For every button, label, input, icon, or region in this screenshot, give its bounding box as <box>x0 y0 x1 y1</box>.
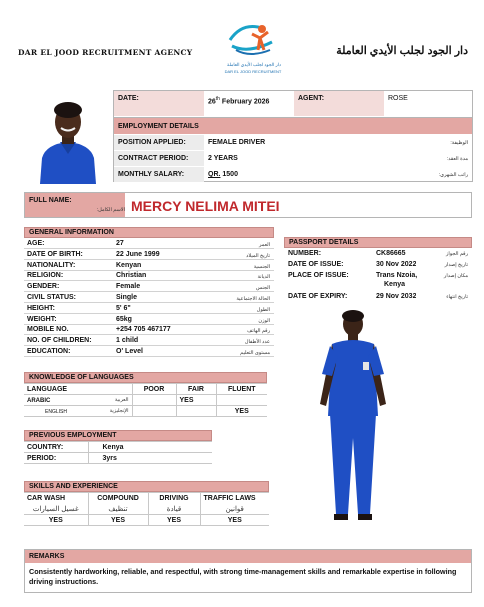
previous-row <box>24 453 212 464</box>
general-label-ar: تاريخ الميلاد <box>246 252 270 259</box>
passport-place-value-2: Kenya <box>384 281 406 288</box>
general-value: Kenyan <box>116 261 142 269</box>
general-row <box>24 238 274 249</box>
previous-table <box>24 441 212 464</box>
language-name: ENGLISH <box>45 408 67 415</box>
general-title: GENERAL INFORMATION <box>24 227 274 238</box>
skills-ar-row <box>24 504 269 515</box>
previous-period-value: 3yrs <box>88 453 212 464</box>
previous-period-label: PERIOD: <box>24 453 88 464</box>
general-row <box>24 335 274 346</box>
language-poor <box>132 406 176 417</box>
passport-row <box>284 259 472 270</box>
skill-name-ar: قيادة <box>148 504 200 515</box>
general-row <box>24 324 274 335</box>
agency-name-en: DAR EL JOOD RECRUITMENT AGENCY <box>18 48 193 57</box>
general-row <box>24 260 274 271</box>
previous-row <box>24 442 212 453</box>
language-fair: YES <box>176 395 216 406</box>
general-row <box>24 314 274 325</box>
salary-currency: QR. <box>208 171 221 178</box>
salary-label: MONTHLY SALARY: <box>114 167 204 182</box>
general-label-ar: العمر <box>259 242 270 248</box>
general-label: AGE: <box>27 240 45 247</box>
full-name: MERCY NELIMA MITEI <box>131 198 280 214</box>
passport-number-value: CK86665 <box>376 250 406 257</box>
previous-title: PREVIOUS EMPLOYMENT <box>24 430 212 441</box>
previous-country-value: Kenya <box>88 442 212 453</box>
passport-row <box>284 248 472 259</box>
contract-value: 2 YEARS <box>208 155 238 162</box>
contract-label-ar: مدة العقد: <box>446 156 468 162</box>
language-fluent <box>216 395 267 406</box>
general-label-ar: مستوى التعليم <box>240 350 270 356</box>
language-arabic-cell <box>24 395 132 406</box>
passport-expiry-ar: تاريخ انتهاء <box>446 294 468 300</box>
language-name-ar: العربية <box>114 396 129 403</box>
general-row <box>24 346 274 357</box>
general-value: Christian <box>116 272 147 280</box>
languages-table <box>24 383 267 417</box>
general-label: NATIONALITY: <box>27 261 76 269</box>
logo <box>222 20 284 78</box>
date-label: DATE: <box>114 91 204 116</box>
passport-issue-ar: تاريخ إصدار <box>444 262 468 268</box>
language-name-ar: الإنجليزية <box>109 407 129 414</box>
general-label: RELIGION: <box>27 272 64 280</box>
skills-name-row <box>24 493 269 504</box>
passport-row <box>284 270 472 291</box>
skill-name: CAR WASH <box>24 493 88 504</box>
skills-title: SKILLS AND EXPERIENCE <box>24 481 269 492</box>
remarks-title: REMARKS <box>25 550 471 563</box>
agent-value: ROSE <box>388 95 408 102</box>
general-value: 1 child <box>116 337 139 345</box>
skill-value: YES <box>200 515 269 526</box>
logo-text-en: DAR EL JOOD RECRUITMENT <box>224 69 282 74</box>
general-label-ar: الوزن <box>258 317 270 324</box>
general-label: NO. OF CHILDREN: <box>27 337 92 345</box>
passport-place-label: PLACE OF ISSUE: <box>288 272 349 279</box>
skill-value: YES <box>88 515 148 526</box>
lang-col-poor: POOR <box>132 384 176 395</box>
general-label: MOBILE NO. <box>27 326 69 334</box>
general-row <box>24 281 274 292</box>
language-name: ARABIC <box>27 397 51 404</box>
language-fair <box>176 406 216 417</box>
general-label: GENDER: <box>27 283 60 291</box>
languages-header-row <box>24 384 267 395</box>
passport-title: PASSPORT DETAILS <box>284 237 472 248</box>
general-value: Female <box>116 283 141 291</box>
general-value: +254 705 467177 <box>116 326 171 334</box>
general-label-ar: عدد الأطفال <box>244 339 270 346</box>
contract-label: CONTRACT PERIOD: <box>114 151 204 166</box>
previous-country-label: COUNTRY: <box>24 442 88 453</box>
general-label: HEIGHT: <box>27 304 55 312</box>
date-rest: February 2026 <box>219 98 270 106</box>
skill-name-ar: تنظيف <box>88 504 148 515</box>
header <box>0 0 484 80</box>
date-day: 26 <box>208 98 216 106</box>
language-row <box>24 395 267 406</box>
skill-name: DRIVING <box>148 493 200 504</box>
general-label: WEIGHT: <box>27 315 57 323</box>
general-label: EDUCATION: <box>27 348 71 355</box>
passport-number-label: NUMBER: <box>288 250 322 257</box>
languages-title: KNOWLEDGE OF LANGUAGES <box>24 372 267 383</box>
remarks-text: Consistently hardworking, reliable, and respectful, with strong time-management skills and remarkable expertise in following driving instructions. <box>29 567 457 586</box>
remarks-box <box>24 549 472 593</box>
general-value: 27 <box>116 240 124 247</box>
date-suffix: th <box>215 96 220 102</box>
agent-label: AGENT: <box>294 91 384 116</box>
general-label: DATE OF BIRTH: <box>27 250 83 258</box>
skill-name-ar: قوانين <box>200 504 269 515</box>
general-label-ar: الجنسية <box>253 263 270 270</box>
general-value: 22 June 1999 <box>116 250 160 258</box>
language-english-cell <box>24 406 132 417</box>
general-value: Single <box>116 294 138 301</box>
salary-amount: 1500 <box>220 171 238 178</box>
general-label-ar: الجنس <box>255 285 270 292</box>
passport-issue-label: DATE OF ISSUE: <box>288 261 344 268</box>
passport-number-ar: رقم الجواز <box>445 251 468 257</box>
passport-row <box>284 291 472 302</box>
general-label-ar: الديانة <box>257 274 270 281</box>
top-table <box>113 90 473 182</box>
name-label-ar: الاسم الكامل: <box>96 207 125 213</box>
lang-col-language: LANGUAGE <box>24 384 132 395</box>
general-row <box>24 292 274 303</box>
skills-table <box>24 492 269 526</box>
position-label: POSITION APPLIED: <box>114 135 204 150</box>
language-fluent: YES <box>216 406 267 417</box>
general-row <box>24 303 274 314</box>
general-row <box>24 249 274 260</box>
skills-value-row <box>24 515 269 526</box>
salary-label-ar: راتب الشهري: <box>438 172 468 178</box>
general-label-ar: الحالة الاجتماعية <box>236 296 270 302</box>
general-value: 65kg <box>116 315 132 323</box>
employment-title: EMPLOYMENT DETAILS <box>114 117 472 134</box>
logo-text-ar: دار الجود لجلب الأيدي العاملة <box>227 62 281 67</box>
general-label: CIVIL STATUS: <box>27 294 76 301</box>
salary-value <box>204 167 384 182</box>
position-value: FEMALE DRIVER <box>208 139 266 146</box>
passport-expiry-label: DATE OF EXPIRY: <box>288 293 348 300</box>
name-label: FULL NAME: <box>25 193 125 217</box>
skill-value: YES <box>148 515 200 526</box>
passport-place-ar: مكان إصدار <box>443 273 468 279</box>
language-poor <box>132 395 176 406</box>
position-label-ar: الوظيفة: <box>450 140 468 146</box>
name-box <box>24 192 472 218</box>
logo-mark <box>222 20 284 60</box>
passport-place-value: Trans Nzoia, <box>376 272 418 279</box>
skill-name: TRAFFIC LAWS <box>200 493 269 504</box>
passport-issue-value: 30 Nov 2022 <box>376 261 417 268</box>
general-value: O' Level <box>116 348 143 355</box>
full-body-photo <box>308 308 398 534</box>
general-row <box>24 270 274 281</box>
passport-expiry-value: 29 Nov 2032 <box>376 293 417 300</box>
skill-value: YES <box>24 515 88 526</box>
agency-name-ar: دار الجود لجلب الأيدي العاملة <box>336 45 468 57</box>
passport-photo <box>28 92 108 184</box>
skill-name-ar: غسيل السيارات <box>24 504 88 515</box>
general-label-ar: رقم الهاتف <box>247 328 270 335</box>
lang-col-fair: FAIR <box>176 384 216 395</box>
skill-name: COMPOUND <box>88 493 148 504</box>
date-value <box>204 91 294 116</box>
general-value: 5' 6" <box>116 304 131 312</box>
general-label-ar: الطول <box>256 306 270 313</box>
language-row <box>24 406 267 417</box>
lang-col-fluent: FLUENT <box>216 384 267 395</box>
